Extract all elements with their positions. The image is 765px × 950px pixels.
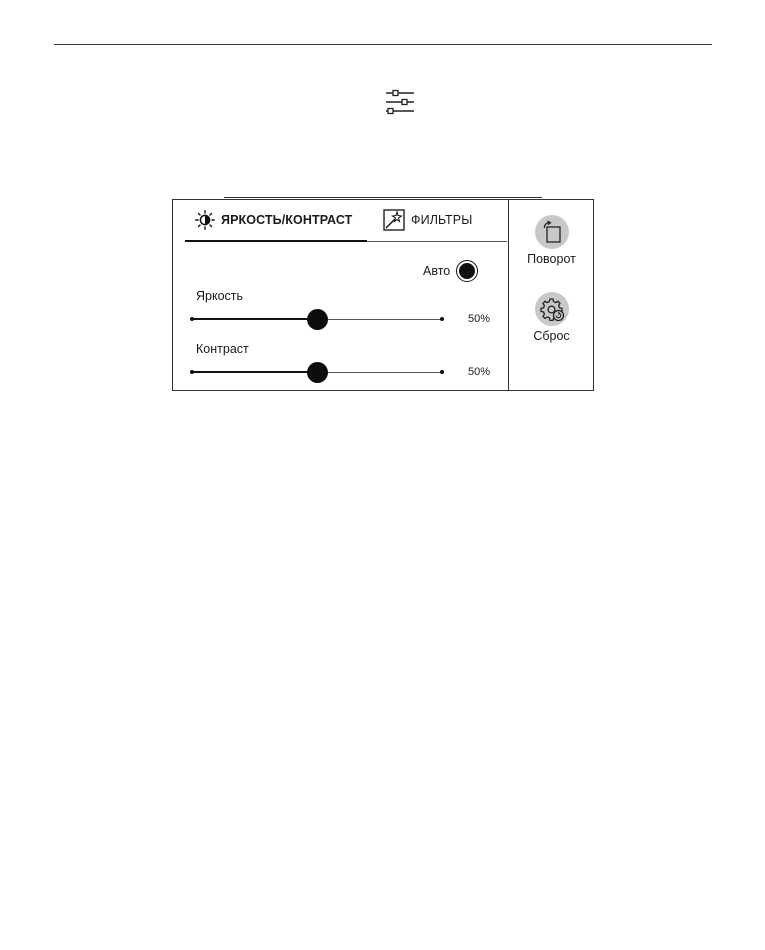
slider-max-dot [440,370,444,374]
tab-filters-label: ФИЛЬТРЫ [411,213,473,227]
slider-max-dot [440,317,444,321]
gear-reset-icon [539,296,565,322]
tab-brightness-contrast[interactable] [195,200,367,240]
magic-wand-filter-icon [383,209,405,231]
rotate-button[interactable] [509,215,594,266]
settings-sliders-icon [385,89,415,115]
auto-toggle-indicator [459,263,475,279]
contrast-value: 50% [468,366,491,378]
panel-top-edge [224,197,542,198]
brightness-slider[interactable] [190,307,444,331]
brightness-value: 50% [468,313,491,325]
rotate-icon [541,220,563,244]
contrast-slider-knob[interactable] [307,362,328,383]
active-tab-indicator [185,240,367,242]
reset-button-label: Сброс [533,329,570,343]
brightness-slider-knob[interactable] [307,309,328,330]
slider-fill [192,371,317,373]
rotate-button-circle [535,215,569,249]
auto-toggle[interactable] [456,260,478,282]
slider-min-dot [190,317,194,321]
contrast-label: Контраст [196,342,249,356]
brightness-icon [195,210,215,230]
brightness-contrast-panel [172,199,594,391]
auto-adjust-row [423,259,478,283]
reset-button-circle [535,292,569,326]
slider-min-dot [190,370,194,374]
tab-brightness-contrast-label: ЯРКОСТЬ/КОНТРАСТ [221,213,353,227]
rotate-button-label: Поворот [527,252,576,266]
tab-filters[interactable] [383,200,493,240]
reset-button[interactable] [509,292,594,343]
slider-fill [192,318,317,320]
top-divider-line [54,44,712,45]
contrast-slider[interactable] [190,360,444,384]
auto-label: Авто [423,264,451,278]
brightness-label: Яркость [196,289,244,303]
